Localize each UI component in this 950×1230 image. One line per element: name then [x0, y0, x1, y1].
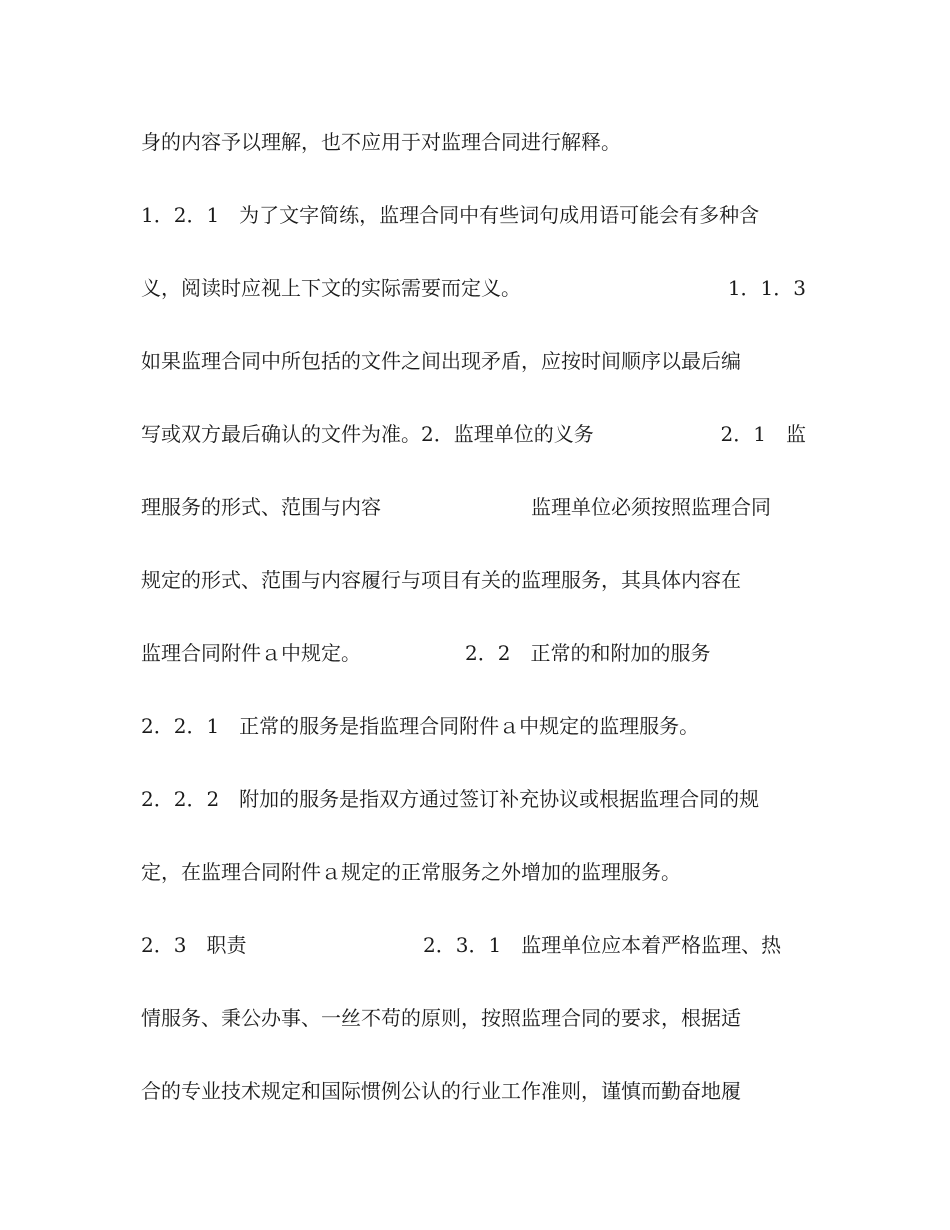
text-line: [141, 347, 806, 431]
text-segment: 1．2．1 为了文字简练，监理合同中有些词句成用语可能会有多种含: [141, 203, 760, 227]
section-heading: 2．2 正常的和附加的服务: [465, 641, 711, 665]
section-heading-fragment: 2．1 监: [720, 422, 806, 446]
text-segment: 监理单位必须按照监理合同: [531, 495, 771, 519]
text-segment: 身的内容予以理解，也不应用于对监理合同进行解释。: [141, 130, 621, 154]
text-line: [141, 1077, 806, 1161]
section-number: 1．1．3: [727, 276, 806, 300]
text-line: [141, 566, 806, 650]
text-line: [141, 785, 806, 869]
text-line: [141, 712, 806, 796]
text-segment: 理服务的形式、范围与内容: [141, 495, 381, 519]
text-segment: 2．2．1 正常的服务是指监理合同附件ａ中规定的监理服务。: [141, 714, 700, 738]
text-segment: 写或双方最后确认的文件为准。2．监理单位的义务: [141, 422, 594, 446]
text-line: [141, 128, 806, 212]
section-heading: 2．3 职责: [141, 933, 247, 957]
text-line: [141, 858, 806, 942]
text-segment: 2．2．2 附加的服务是指双方通过签订补充协议或根据监理合同的规: [141, 787, 760, 811]
text-segment: 情服务、秉公办事、一丝不苟的原则，按照监理合同的要求，根据适: [141, 1006, 741, 1030]
text-segment: 合的专业技术规定和国际惯例公认的行业工作准则，谨慎而勤奋地履: [141, 1079, 741, 1103]
text-line: [141, 1004, 806, 1088]
text-segment: 如果监理合同中所包括的文件之间出现矛盾，应按时间顺序以最后编: [141, 349, 741, 373]
text-segment: 定，在监理合同附件ａ规定的正常服务之外增加的监理服务。: [141, 860, 681, 884]
text-line: [141, 201, 806, 285]
text-segment: 2．3．1 监理单位应本着严格监理、热: [423, 933, 782, 957]
text-segment: 规定的形式、范围与内容履行与项目有关的监理服务，其具体内容在: [141, 568, 741, 592]
text-segment: 义，阅读时应视上下文的实际需要而定义。: [141, 276, 521, 300]
text-segment: 监理合同附件ａ中规定。: [141, 641, 361, 665]
